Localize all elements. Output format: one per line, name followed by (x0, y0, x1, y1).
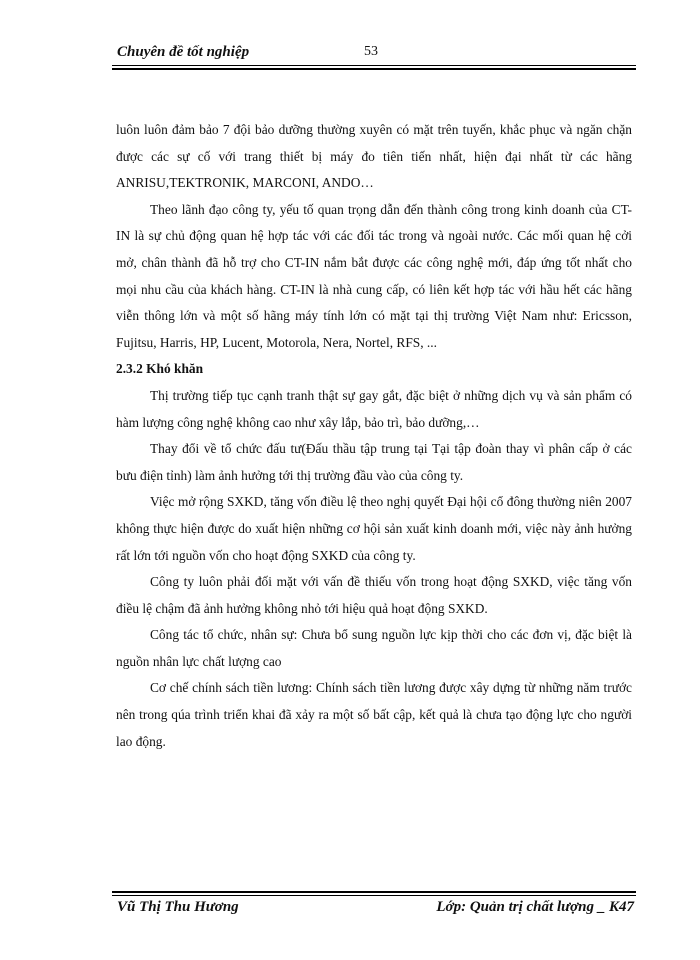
paragraph-3: Thị trường tiếp tục cạnh tranh thật sự gay gắt, đặc biệt ở những dịch vụ và sản phẩm có hàm lượng công nghệ không cao như xây lắp, bảo trì, bảo dưỡng,… (116, 387, 632, 430)
footer-rule (112, 891, 636, 896)
paragraph-2: Theo lãnh đạo công ty, yếu tố quan trọng dẫn đến thành công trong kinh doanh của CT-IN là sự chủ động quan hệ hợp tác với các đối tác trong và ngoài nước. Các mối quan hệ cởi mở, chân thành đã hỗ trợ cho CT-IN nắm bắt được các công nghệ mới, đáp ứng tốt nhất cho mọi nhu cầu của khách hàng. CT-IN là nhà cung cấp, có liên kết hợp tác với hầu hết các hãng viễn thông lớn và một số hãng máy tính lớn có mặt tại thị trường Việt Nam như: Ericsson, Fujitsu, Harris, HP, Lucent, Motorola, Nera, Nortel, RFS, ... (116, 201, 632, 350)
document-body (116, 117, 632, 755)
footer-author: Vũ Thị Thu Hương (117, 899, 239, 915)
page-number: 53 (364, 44, 378, 59)
paragraph-6: Công ty luôn phải đối mặt với vấn đề thiếu vốn trong hoạt động SXKD, việc tăng vốn điều lệ chậm đã ảnh hưởng không nhỏ tới hiệu quả hoạt động SXKD. (116, 574, 632, 616)
paragraph-8: Cơ chế chính sách tiền lương: Chính sách tiền lương được xây dựng từ những năm trước nên trong qúa trình triển khai đã xảy ra một số bất cập, kết quả là chưa tạo động lực cho người lao động. (116, 680, 632, 749)
section-heading: 2.3.2 Khó khăn (116, 361, 204, 377)
paragraph-4: Thay đổi về tổ chức đấu tư(Đấu thầu tập trung tại Tại tập đoàn thay vì phân cấp ở các bưu điện tỉnh) làm ảnh hưởng tới thị trường đầu vào của công ty. (116, 441, 632, 483)
footer-class: Lớp: Quản trị chất lượng _ K47 (436, 899, 634, 915)
header-rule (112, 65, 636, 70)
paragraph-7: Công tác tổ chức, nhân sự: Chưa bổ sung nguồn lực kịp thời cho các đơn vị, đặc biệt là nguồn nhân lực chất lượng cao (116, 627, 632, 669)
paragraph-5: Việc mở rộng SXKD, tăng vốn điều lệ theo nghị quyết Đại hội cổ đông thường niên 2007 không thực hiện được do xuất hiện những cơ hội sản xuất kinh doanh mới, việc này ảnh hưởng rất lớn tới nguồn vốn cho hoạt động SXKD của công ty. (116, 494, 632, 563)
paragraph-1: luôn luôn đảm bảo 7 đội bảo dưỡng thường xuyên có mặt trên tuyến, khắc phục và ngăn chặn được các sự cố với trang thiết bị máy đo tiên tiến nhất, hiện đại nhất từ các hãng ANRISU,TEKTRONIK, MARCONI, ANDO… (116, 122, 632, 191)
header-title: Chuyên đề tốt nghiệp (117, 44, 250, 60)
